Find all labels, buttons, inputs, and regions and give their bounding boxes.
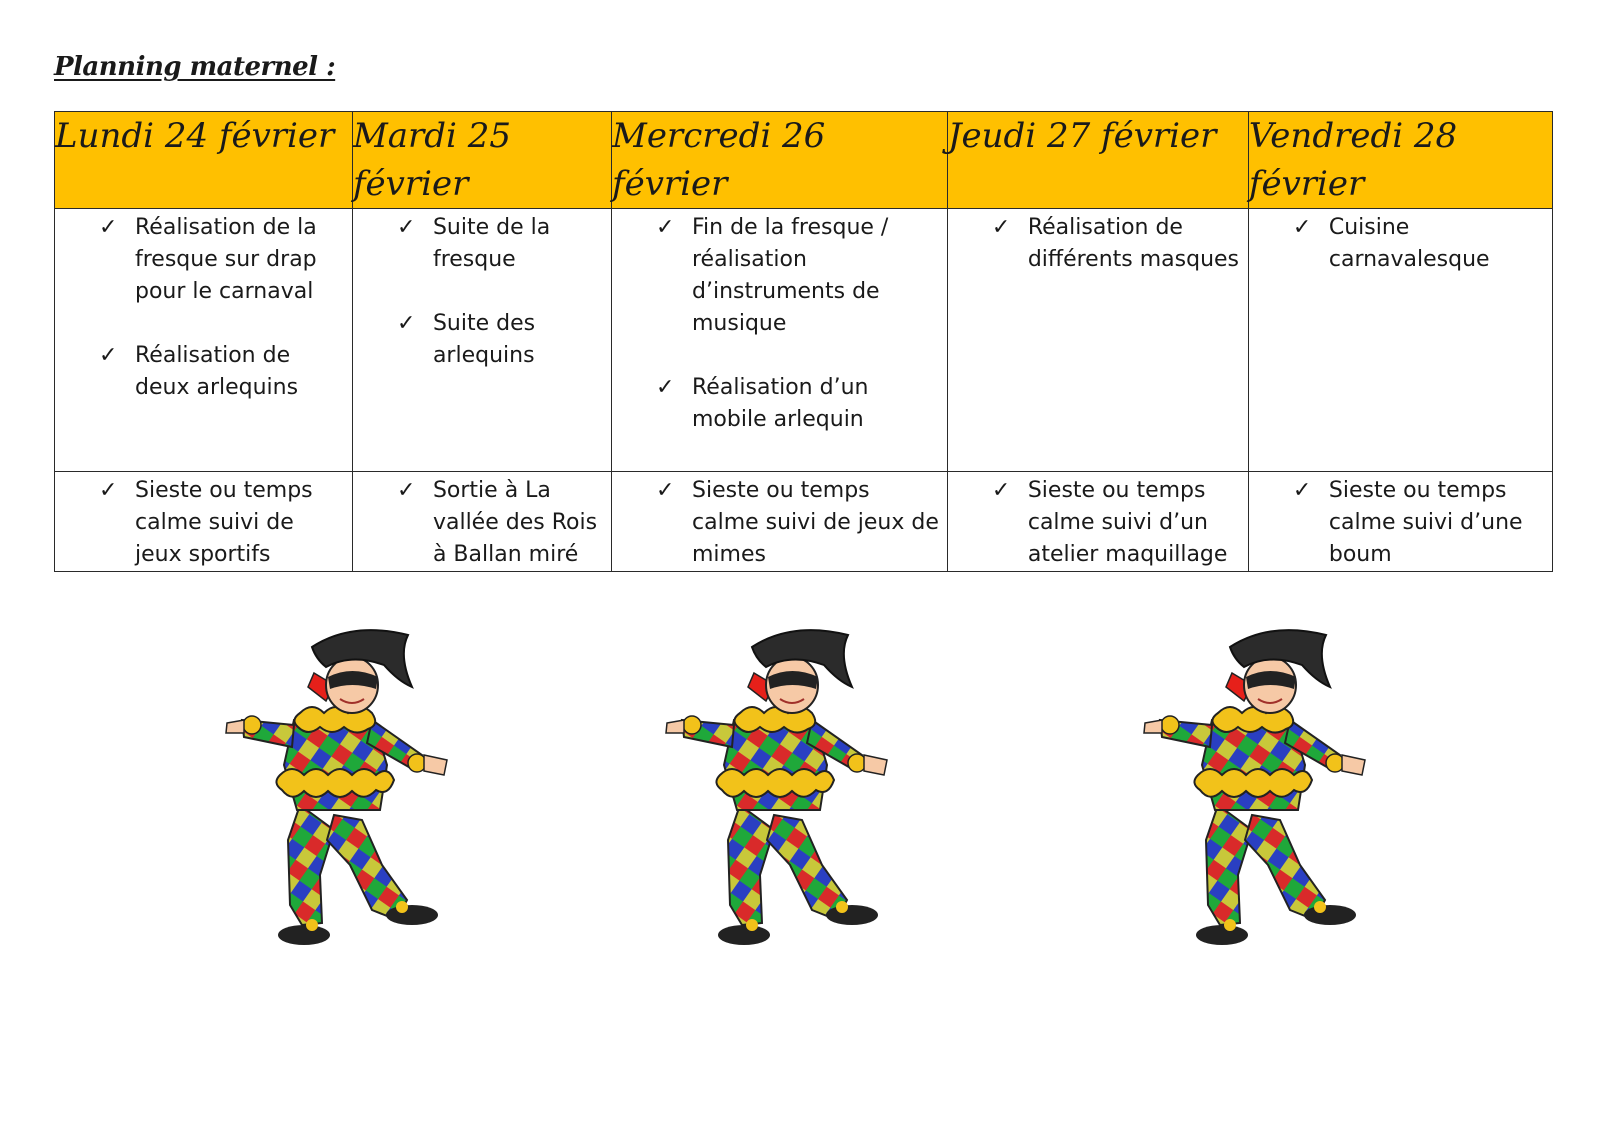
activity-text: Réalisation de la fresque sur drap pour le carnaval xyxy=(135,215,317,304)
activity-text: Sieste ou temps calme suivi de jeux de mimes xyxy=(692,478,939,567)
activity-text: Suite de la fresque xyxy=(432,215,551,272)
activity-item xyxy=(1249,475,1552,571)
activity-text: Cuisine carnavalesque xyxy=(1328,215,1490,272)
activity-list xyxy=(948,209,1248,276)
activity-list xyxy=(55,472,352,571)
checkmark-icon: ✓ xyxy=(1292,478,1312,503)
activity-item xyxy=(353,212,611,276)
harlequin-illustrations xyxy=(0,625,1600,975)
morning-cell-thursday xyxy=(947,209,1248,472)
morning-cell-monday xyxy=(55,209,353,472)
checkmark-icon: ✓ xyxy=(396,215,416,240)
activity-text: Sieste ou temps calme suivi d’une boum xyxy=(1328,478,1523,567)
activity-text: Suite des arlequins xyxy=(432,311,536,368)
checkmark-icon: ✓ xyxy=(396,311,416,336)
activity-item xyxy=(1249,212,1552,276)
afternoon-cell-wednesday xyxy=(612,472,948,572)
day-header-monday: Lundi 24 février xyxy=(55,112,353,209)
activity-item xyxy=(612,372,947,436)
activity-item xyxy=(353,475,611,571)
checkmark-icon: ✓ xyxy=(656,215,675,240)
checkmark-icon: ✓ xyxy=(1292,215,1312,240)
morning-cell-wednesday xyxy=(612,209,948,472)
activity-text: Réalisation de différents masques xyxy=(1027,215,1240,272)
activity-text: Réalisation d’un mobile arlequin xyxy=(692,375,869,432)
activity-text: Fin de la fresque / réalisation d’instruments de musique xyxy=(692,215,889,336)
checkmark-icon: ✓ xyxy=(396,478,416,503)
checkmark-icon: ✓ xyxy=(99,478,118,503)
morning-row xyxy=(55,209,1553,472)
planning-table xyxy=(54,111,1553,572)
afternoon-cell-thursday xyxy=(947,472,1248,572)
activity-list xyxy=(55,209,352,404)
activity-list xyxy=(1249,472,1552,571)
checkmark-icon: ✓ xyxy=(991,215,1011,240)
activity-item xyxy=(55,475,352,571)
activity-text: Réalisation de deux arlequins xyxy=(135,343,299,400)
activity-item xyxy=(55,212,352,308)
harlequin-illustration-3 xyxy=(1140,625,1400,970)
checkmark-icon: ✓ xyxy=(99,215,118,240)
afternoon-cell-monday xyxy=(55,472,353,572)
checkmark-icon: ✓ xyxy=(656,375,675,400)
harlequin-illustration-1 xyxy=(222,625,482,970)
activity-text: Sortie à La vallée des Rois à Ballan miré xyxy=(432,478,598,567)
day-header-tuesday: Mardi 25 février xyxy=(352,112,611,209)
activity-list xyxy=(612,472,947,571)
activity-text: Sieste ou temps calme suivi de jeux sportifs xyxy=(135,478,313,567)
afternoon-cell-tuesday xyxy=(352,472,611,572)
checkmark-icon: ✓ xyxy=(656,478,675,503)
afternoon-row xyxy=(55,472,1553,572)
day-header-thursday: Jeudi 27 février xyxy=(947,112,1248,209)
activity-item xyxy=(612,212,947,340)
day-header-row xyxy=(55,112,1553,209)
activity-list xyxy=(353,472,611,571)
day-header-wednesday: Mercredi 26 février xyxy=(612,112,948,209)
page-title: Planning maternel : xyxy=(54,52,336,82)
harlequin-illustration-2 xyxy=(662,625,922,970)
activity-list xyxy=(353,209,611,372)
activity-item xyxy=(612,475,947,571)
morning-cell-tuesday xyxy=(352,209,611,472)
activity-text: Sieste ou temps calme suivi d’un atelier maquillage xyxy=(1027,478,1228,567)
morning-cell-friday xyxy=(1248,209,1552,472)
activity-list xyxy=(1249,209,1552,276)
activity-item xyxy=(948,475,1248,571)
activity-item xyxy=(55,340,352,404)
activity-item xyxy=(948,212,1248,276)
activity-list xyxy=(612,209,947,436)
afternoon-cell-friday xyxy=(1248,472,1552,572)
day-header-friday: Vendredi 28 février xyxy=(1248,112,1552,209)
checkmark-icon: ✓ xyxy=(991,478,1011,503)
activity-item xyxy=(353,308,611,372)
activity-list xyxy=(948,472,1248,571)
checkmark-icon: ✓ xyxy=(99,343,118,368)
